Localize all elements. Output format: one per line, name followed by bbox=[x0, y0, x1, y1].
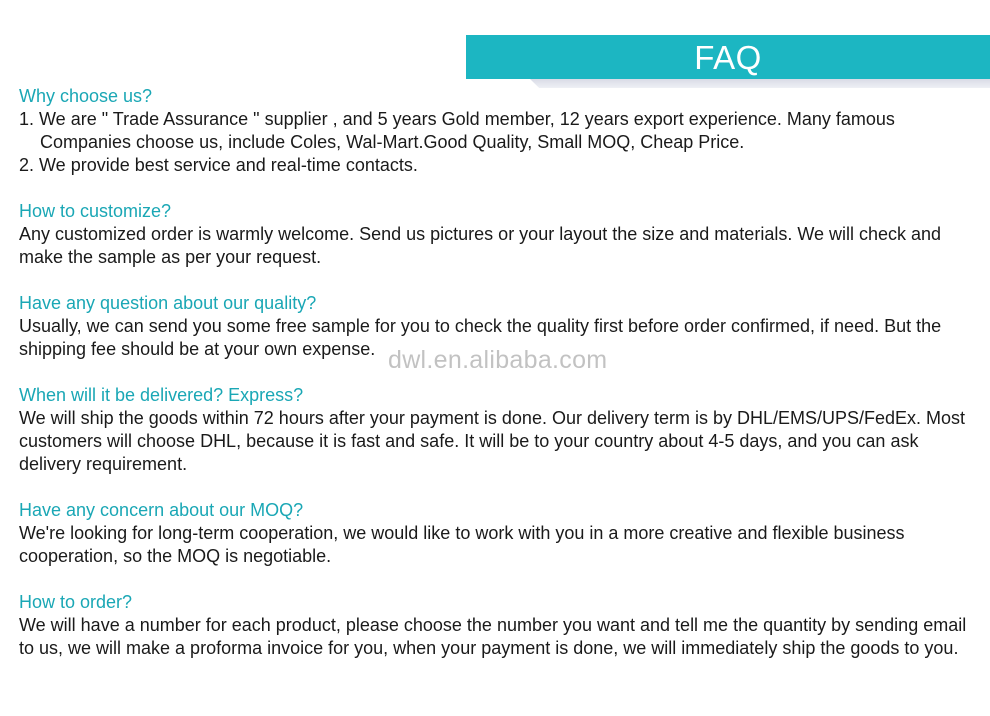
faq-answer: We're looking for long-term cooperation, we would like to work with you in a more creative and flexible business cooperation, so the MOQ is negotiable. bbox=[19, 523, 905, 566]
faq-answer: We will ship the goods within 72 hours after your payment is done. Our delivery term is by DHL/EMS/UPS/FedEx. Most customers will choose DHL, because it is fast and safe. It will be to your country about 4-5 days, and you can ask delivery requirement. bbox=[19, 408, 966, 474]
faq-content bbox=[19, 85, 984, 683]
faq-question: How to customize? bbox=[19, 201, 172, 221]
faq-section-moq bbox=[19, 499, 984, 568]
faq-section-delivery bbox=[19, 384, 984, 476]
faq-answer: Any customized order is warmly welcome. Send us pictures or your layout the size and materials. We will check and make the sample as per your request. bbox=[19, 224, 942, 267]
faq-answer: Usually, we can send you some free sample for you to check the quality first before order confirmed, if need. But the shipping fee should be at your own expense. bbox=[19, 316, 942, 359]
faq-section-order bbox=[19, 591, 984, 660]
watermark: dwl.en.alibaba.com bbox=[388, 346, 608, 374]
faq-question: Why choose us? bbox=[19, 86, 153, 106]
faq-question: Have any concern about our MOQ? bbox=[19, 500, 304, 520]
faq-section-customize bbox=[19, 200, 984, 269]
faq-question: How to order? bbox=[19, 592, 133, 612]
faq-question: When will it be delivered? Express? bbox=[19, 385, 304, 405]
faq-title: FAQ bbox=[694, 39, 762, 76]
faq-list-item: 2. We provide best service and real-time contacts. bbox=[19, 155, 418, 175]
faq-list-item: 1. We are " Trade Assurance " supplier , and 5 years Gold member, 12 years export experience. Many famous Companies choose us, include Coles, Wal-Mart.Good Quality, Small MOQ, Cheap Price. bbox=[19, 109, 895, 152]
faq-section-why-choose-us bbox=[19, 85, 984, 177]
faq-question: Have any question about our quality? bbox=[19, 293, 317, 313]
faq-answer: We will have a number for each product, please choose the number you want and tell me the quantity by sending email to us, we will make a proforma invoice for you, when your payment is done, we will immediately ship the goods to you. bbox=[19, 615, 967, 658]
